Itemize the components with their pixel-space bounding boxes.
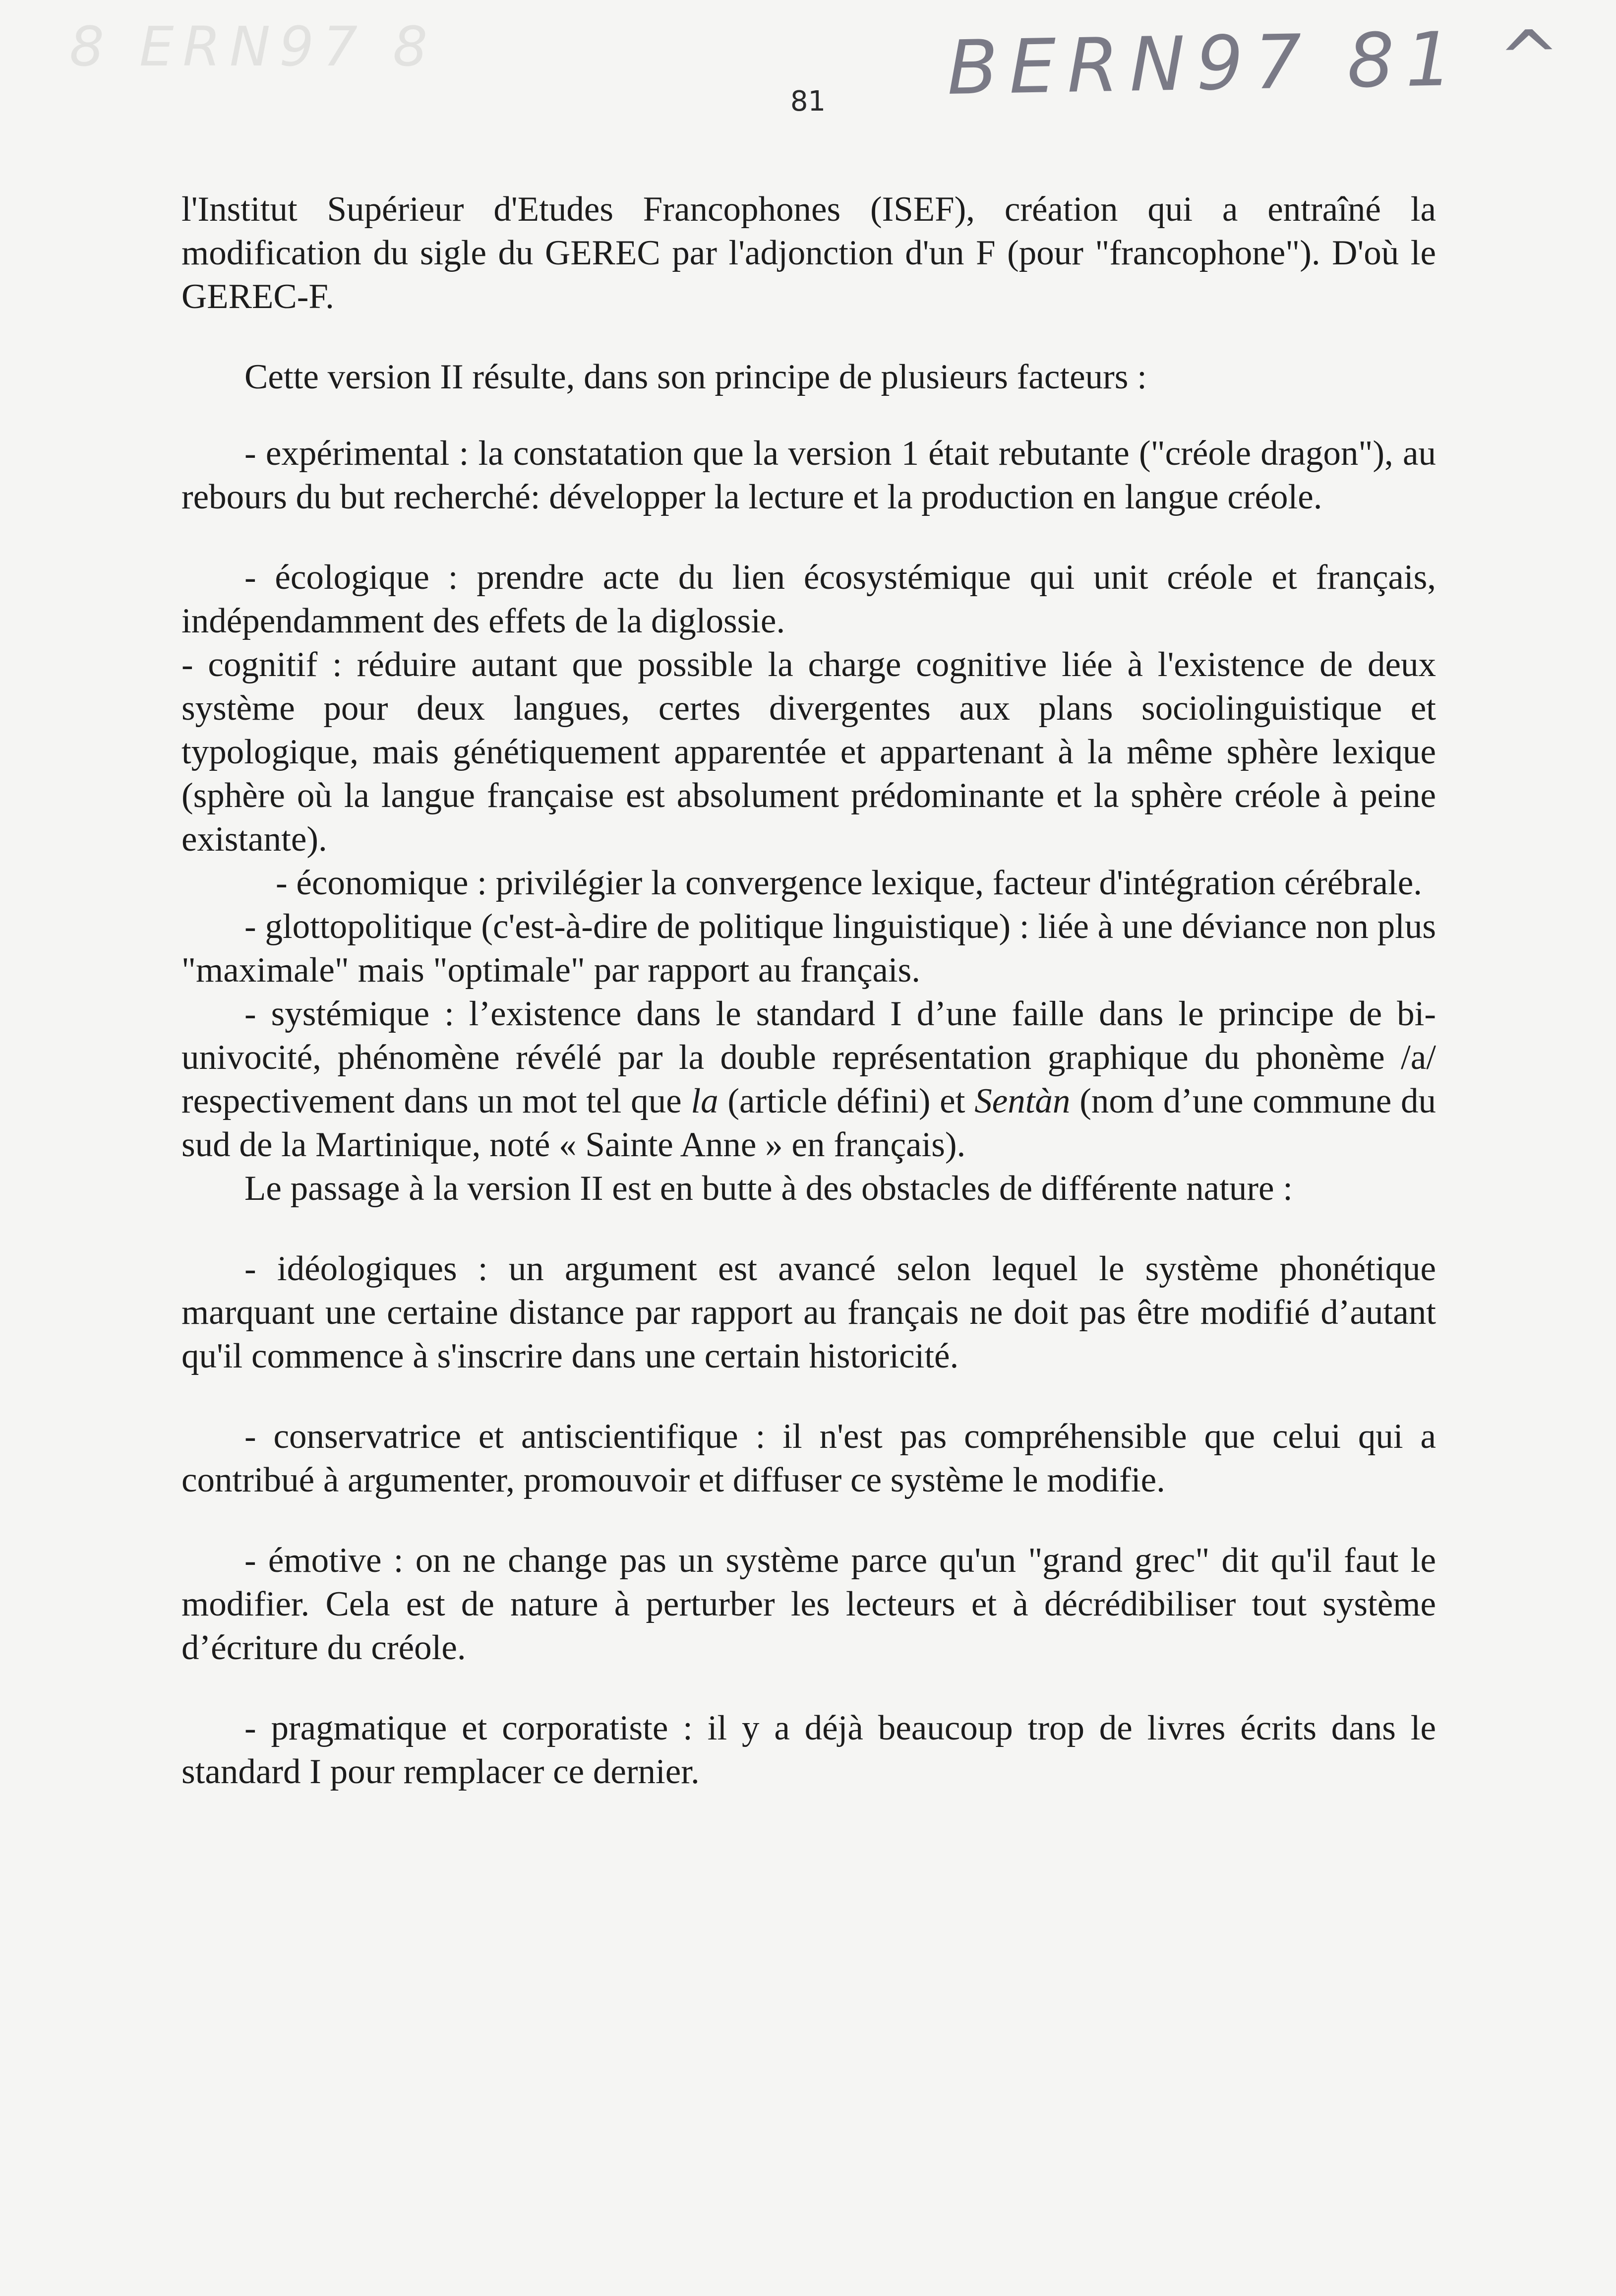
paragraph-experimental: - expérimental : la constatation que la version 1 était rebutante ("créole dragon"), au rebours du but recherché: développer la lecture et la production en langue créole. <box>181 434 1436 516</box>
paragraph-version-ii-intro: Cette version II résulte, dans son principe de plusieurs facteurs : <box>244 358 1147 396</box>
paragraph-obstacles-intro: Le passage à la version II est en butte à des obstacles de différente nature : <box>244 1169 1293 1208</box>
paragraph-isef: l'Institut Supérieur d'Etudes Francophones (ISEF), création qui a entraîné la modification du sigle du GEREC par l'adjonction d'un F (pour "francophone"). D'où le GEREC-F. <box>181 190 1436 316</box>
paragraph-glottopolitical: - glottopolitique (c'est-à-dire de politique linguistique) : liée à une déviance non plus "maximale" mais "optimale" par rapport au français. <box>181 907 1436 990</box>
page-number: 81 <box>790 85 826 118</box>
systemic-text-part-2: (article défini) et <box>718 1082 975 1120</box>
handwritten-archive-reference: BERN97 81 ^ <box>946 14 1572 112</box>
body-text <box>181 187 1436 1794</box>
faint-archive-stamp: 8 ERN97 8 <box>69 15 437 78</box>
paragraph-economic: - économique : privilégier la convergence lexique, facteur d'intégration cérébrale. <box>276 864 1422 902</box>
paragraph-pragmatic: - pragmatique et corporatiste : il y a déjà beaucoup trop de livres écrits dans le standard I pour remplacer ce dernier. <box>181 1709 1436 1791</box>
paragraph-ideological: - idéologiques : un argument est avancé selon lequel le système phonétique marquant une certaine distance par rapport au français ne doit pas être modifié d’autant qu'il commence à s'inscrire dans une certain historicité. <box>181 1249 1436 1375</box>
systemic-text-part-3: (nom d’une commune du sud de la Martinique, noté « Sainte Anne » en français). <box>181 1082 1436 1164</box>
paragraph-ecological: - écologique : prendre acte du lien écosystémique qui unit créole et français, indépendamment des effets de la diglossie. <box>181 558 1436 640</box>
systemic-text-part-1: - systémique : l’existence dans le standard I d’une faille dans le principe de bi-univocité, phénomène révélé par la double représentation graphique du phonème /a/ respectivement dans un mot tel que <box>181 994 1436 1120</box>
paragraph-systemic <box>181 992 1436 1167</box>
systemic-example-la: la <box>691 1082 718 1120</box>
paragraph-cognitive: - cognitif : réduire autant que possible la charge cognitive liée à l'existence de deux système pour deux langues, certes divergentes aux plans sociolinguistique et typologique, mais génétiquement apparentée et appartenant à la même sphère lexique (sphère où la langue française est absolument prédominante et la sphère créole à peine existante). <box>181 645 1436 859</box>
paragraph-conservative: - conservatrice et antiscientifique : il n'est pas compréhensible que celui qui a contribué à argumenter, promouvoir et diffuser ce système le modifie. <box>181 1417 1436 1499</box>
systemic-example-sentan: Sentàn <box>974 1082 1071 1120</box>
paragraph-emotive: - émotive : on ne change pas un système parce qu'un "grand grec" dit qu'il faut le modifier. Cela est de nature à perturber les lecteurs et à décrédibiliser tout système d’écriture du créole. <box>181 1541 1436 1667</box>
